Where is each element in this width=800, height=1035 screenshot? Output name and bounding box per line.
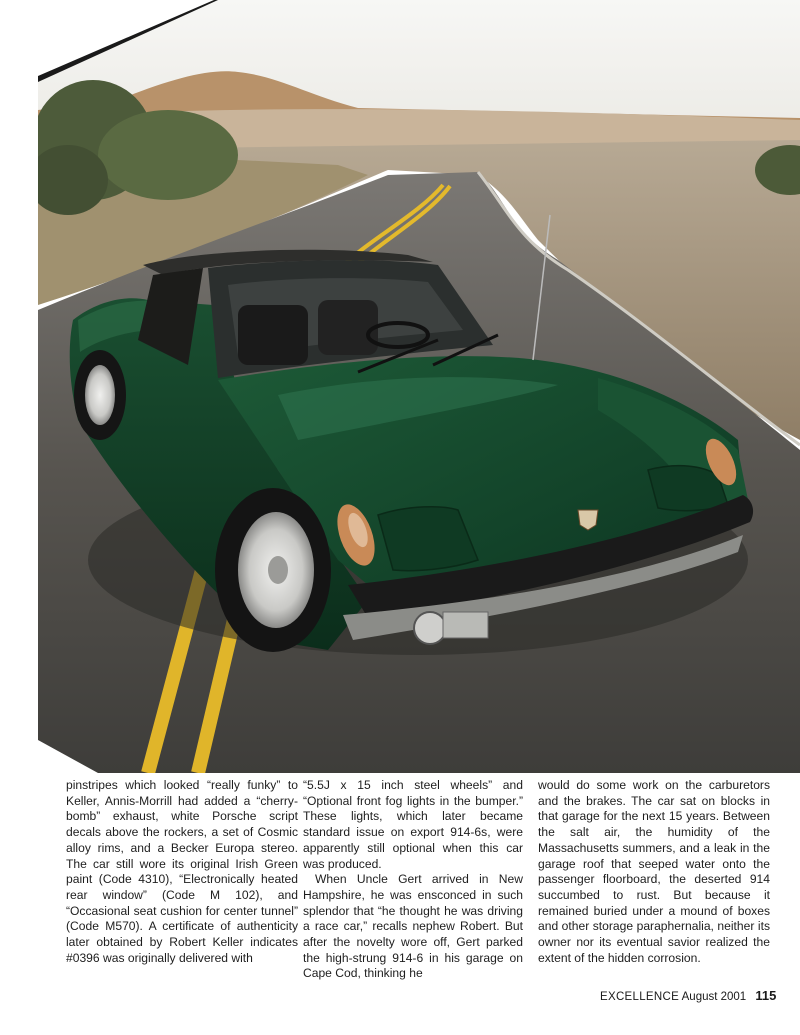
issue-date: August 2001 bbox=[681, 991, 747, 1003]
column-1-text: pinstripes which looked “really funky” to Keller, Annis-Morrill had added a “cherry-bomb” exhaust, white Porsche script decals above the rockers, a set of Cosmic alloy rims, and a Becker Europa stereo. The car still wore its original Irish Green paint (Code 4310), “Electronically heated rear window” (Code M 102), and “Occasional seat cushion for center tunnel” (Code M570). A certificate of authenticity later obtained by Robert Keller indicates #0396 was originally delivered with bbox=[66, 778, 298, 965]
column-2-paragraph-1: “5.5J x 15 inch steel wheels” and “Optional front fog lights in the bumper.” These lights, which later became standard issue on export 914-6s, were apparently still optional when this car was produced. bbox=[303, 778, 523, 871]
article-column-1 bbox=[66, 778, 298, 966]
article-column-2 bbox=[303, 778, 523, 982]
magazine-name: EXCELLENCE bbox=[600, 991, 680, 1003]
car-photo bbox=[38, 0, 800, 773]
column-3-text: would do some work on the carburetors and the brakes. The car sat on blocks in that garage for the next 15 years. Between the salt air, the humidity of the Massachusetts summers, and a leak in the garage roof that seeped water onto the passenger floorboard, the deserted 914 succumbed to rust. But because it remained buried under a mound of boxes and other storage paraphernalia, neither its owner nor its eventual savior realized the extent of the hidden corrosion. bbox=[538, 778, 770, 965]
page-footer bbox=[600, 988, 776, 1003]
article-column-3 bbox=[538, 778, 770, 966]
column-2-paragraph-2: When Uncle Gert arrived in New Hampshire, he was ensconced in such splendor that “he thought he was driving a race car,” recalls nephew Robert. But after the novelty wore off, Gert parked the high-strung 914-6 in his garage on Cape Cod, thinking he bbox=[303, 872, 523, 981]
page-number: 115 bbox=[755, 988, 777, 1003]
